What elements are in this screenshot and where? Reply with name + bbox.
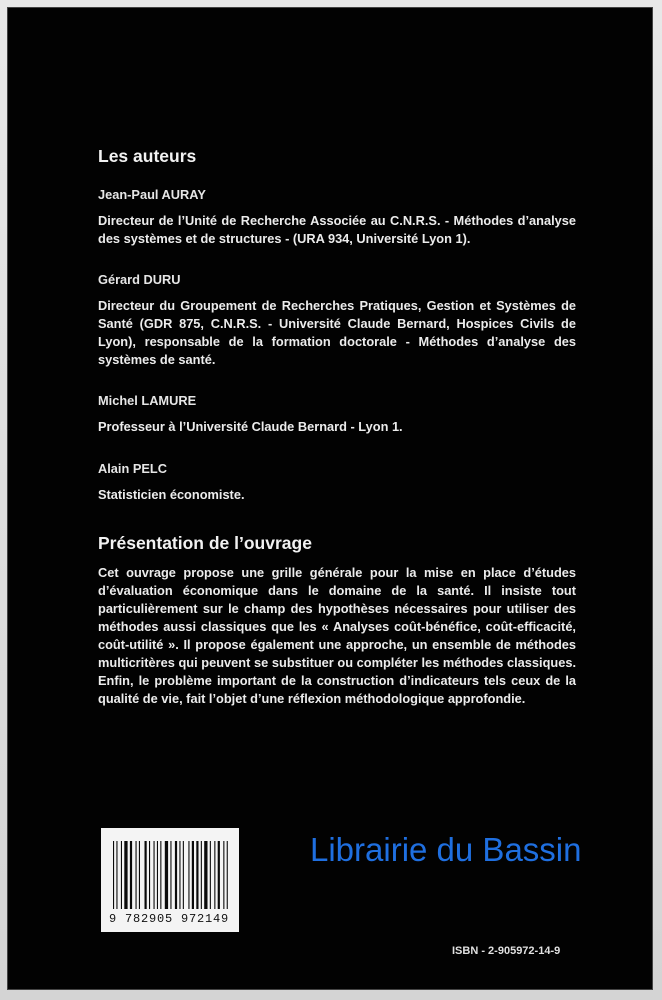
author-name: Jean-Paul AURAY	[98, 187, 206, 202]
isbn-label: ISBN - 2-905972-14-9	[452, 945, 561, 957]
barcode-bar	[188, 841, 189, 909]
author-description: Professeur à l’Université Claude Bernard - Lyon 1.	[98, 419, 403, 434]
barcode-bar	[157, 841, 158, 909]
barcode-bar	[116, 841, 117, 909]
presentation-text: Cet ouvrage propose une grille générale pour la mise en place d’études d’évaluation économique dans le domaine de la santé. Il insiste tout particulièrement sur le champ des hypothèses nécessaires pour utiliser des méthodes aussi classiques que les « Analyses coût-bénéfice, coût-efficacité, coût-utilité ». Il propose également une approche, un ensemble de méthodes multicritères qui peuvent se substituer ou compléter les méthodes classiques. Enfin, le problème important de la construction d’indicateurs tels ceux de la qualité de vie, fait l’objet d’une réflexion méthodologique approfondie.	[98, 565, 576, 706]
author-name: Gérard DURU	[98, 272, 181, 287]
barcode-digits: 9 782905 972149	[109, 912, 230, 926]
barcode-bar	[165, 841, 168, 909]
barcode-bar	[136, 841, 137, 909]
barcode-bar	[124, 841, 127, 909]
author-description: Directeur du Groupement de Recherches Pratiques, Gestion et Systèmes de Santé (GDR 875, C.N.R.S. - Université Claude Bernard, Hospices Civils de Lyon), responsable de la formation doctorale - Méthodes d’analyse des systèmes de santé.	[98, 298, 576, 367]
author-description: Directeur de l’Unité de Recherche Associée au C.N.R.S. - Méthodes d’analyse des systèmes et de structures - (URA 934, Université Lyon 1).	[98, 213, 576, 246]
barcode-bars	[111, 841, 231, 909]
barcode-bar	[192, 841, 194, 909]
barcode-bar	[227, 841, 228, 909]
barcode-bar	[160, 841, 161, 909]
author-description: Statisticien économiste.	[98, 487, 245, 502]
barcode-bar	[113, 841, 114, 909]
barcode-bar	[210, 841, 211, 909]
author-name: Alain PELC	[98, 461, 167, 476]
barcode-bar	[223, 841, 224, 909]
presentation-heading: Présentation de l’ouvrage	[98, 533, 312, 553]
authors-heading: Les auteurs	[98, 146, 197, 166]
barcode-bar	[145, 841, 147, 909]
barcode-bar	[201, 841, 202, 909]
barcode-bar	[218, 841, 220, 909]
barcode-bar	[170, 841, 171, 909]
barcode-bar	[214, 841, 215, 909]
barcode-bar	[204, 841, 207, 909]
barcode-bar	[183, 841, 184, 909]
watermark-text: Librairie du Bassin	[310, 831, 582, 868]
barcode-bar	[179, 841, 180, 909]
barcode-bar	[130, 841, 132, 909]
barcode-bar	[154, 841, 155, 909]
barcode-bar	[121, 841, 122, 909]
barcode	[101, 828, 239, 932]
barcode-bar	[175, 841, 177, 909]
barcode-bar	[139, 841, 140, 909]
author-name: Michel LAMURE	[98, 393, 197, 408]
barcode-bar	[149, 841, 150, 909]
barcode-bar	[196, 841, 198, 909]
